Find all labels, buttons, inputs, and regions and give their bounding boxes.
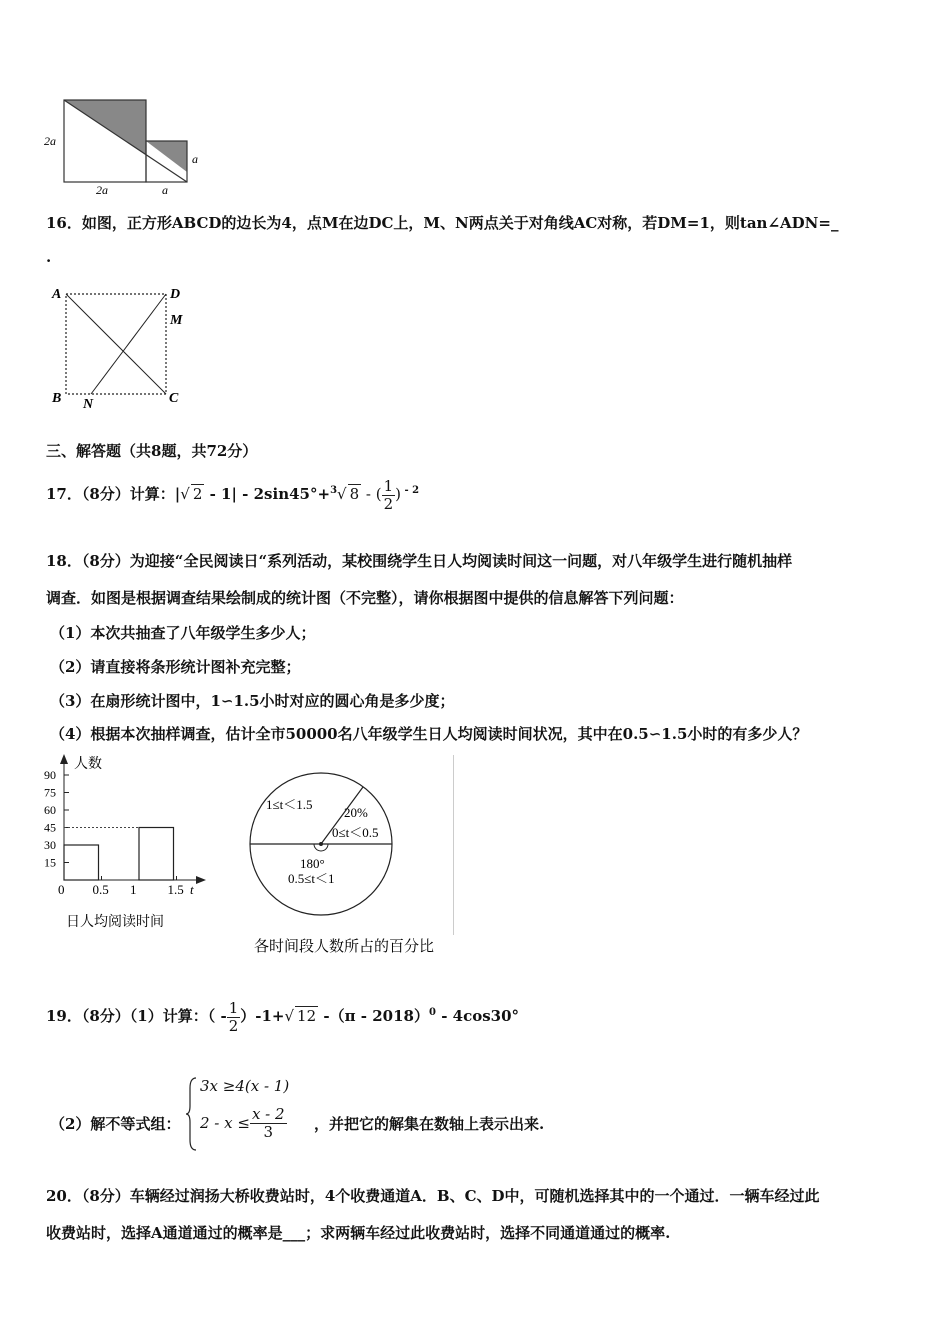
bar-ytick-label-45: 45 (44, 820, 56, 835)
label-b: B (52, 391, 62, 406)
q19-part1: 19．（8分）（1）计算：（ - $\frac{1}{2}$ ）-1+√ 12 -（π - 2018）$^0$ - 4cos30° (46, 999, 520, 1035)
q19-ineq1: 3x ≥4(x - 1) (200, 1077, 290, 1095)
q16-text: 16．如图，正方形ABCD的边长为4，点M在边DC上，M、N两点关于对角线AC对称，若DM=1，则tan∠ADN=_ (46, 214, 839, 232)
q19-frac-num: 1 (228, 999, 239, 1017)
q20-line1: 20．（8分）车辆经过润扬大桥收费站时，4个收费通道A．B、C、D中，可随机选择其中的一个通过．一辆车经过此 (46, 1187, 820, 1205)
pie-label-deg: 180° (300, 856, 325, 871)
q15-figure (40, 95, 220, 195)
q18-line1: 18．（8分）为迎接“全民阅读日“系列活动，某校围绕学生日人均阅读时间这一问题，对八年级学生进行随机抽样 (46, 552, 793, 570)
segment-dn (91, 294, 166, 394)
q19-ineq2-num: x - 2 (251, 1105, 285, 1123)
q18-item-2: （2）请直接将条形统计图补充完整； (50, 658, 301, 676)
label-a: A (52, 287, 62, 302)
q16-tail: . (46, 248, 52, 266)
bar-y-arrow (60, 754, 68, 764)
bar-origin: 0 (58, 882, 65, 897)
q19-prefix: 19．（8分）（1）计算：（ - (46, 1007, 227, 1025)
bar-title: 日人均阅读时间 (66, 914, 164, 930)
q19-ineq2-den: 3 (263, 1122, 274, 1141)
diagonal-ac (66, 294, 166, 394)
bar-ytick-label-60: 60 (44, 803, 56, 817)
bar-ytick-label-30: 30 (44, 838, 56, 852)
bar-ytick-label-75: 75 (44, 785, 56, 800)
label-bottom-right: a (162, 183, 168, 195)
q17-frac-den: 2 (383, 494, 394, 513)
q19-frac-den: 2 (228, 1016, 239, 1035)
q18-item-4: （4）根据本次抽样调查，估计全市50000名八年级学生日人均阅读时间状况，其中在0.5∽1.5小时的有多少人？ (50, 725, 808, 743)
pie-title: 各时间段人数所占的百分比 (254, 937, 435, 955)
bar-xtick-label-1: 0.5 (92, 882, 109, 897)
pie-label-0-05: 0≤t＜0.5 (332, 825, 379, 840)
q18-item-3: （3）在扇形统计图中，1∽1.5小时对应的圆心角是多少度； (50, 692, 455, 710)
q19-rad: 12 (297, 1007, 317, 1025)
bar-x-arrow (196, 876, 206, 884)
q18-line2: 调查．如图是根据调查结果绘制成的统计图（不完整），请你根据图中提供的信息解答下列问题： (46, 589, 684, 607)
bar-xtick-label-2: 1 (130, 882, 137, 897)
bar-ytick-label-15: 15 (44, 855, 56, 870)
q17-exp: - 2 (401, 485, 420, 496)
q18-item-1: （1）本次共抽查了八年级学生多少人； (50, 624, 316, 642)
q19-part2-prefix: （2）解不等式组： (50, 1115, 181, 1133)
pie-label-05-1: 0.5≤t＜1 (288, 871, 335, 886)
q17-close: ) (395, 485, 402, 503)
label-n: N (83, 397, 94, 412)
q19-exp: ）-1+ (240, 1007, 285, 1025)
section-title: 三、解答题（共8题，共72分） (46, 442, 258, 460)
label-bottom-left: 2a (96, 183, 108, 195)
shaded-triangle-small (146, 141, 187, 172)
bar-1 (139, 828, 174, 881)
q17: 17．（8分）计算：|√ 2 - 1| - 2sin45°+$^3$√ 8 - ( $\frac{1}{2}$ ) $^{- 2}$ (46, 477, 420, 513)
q19-tail: - 4cos30° (435, 1007, 520, 1025)
q20-line2: 收费站时，选择A通道通过的概率是___；求两辆车经过此收费站时，选择不同通道通过的概率. (46, 1224, 671, 1242)
q19-ineq2-lhs: 2 - x ≤ (200, 1114, 250, 1132)
pie-frame-line (453, 755, 454, 935)
q17-minus: - ( (361, 485, 382, 503)
pie-center (319, 842, 323, 846)
label-c: C (169, 391, 179, 406)
bar-xlabel: t (190, 882, 194, 897)
label-right: a (192, 152, 198, 166)
pie-label-1-15: 1≤t＜1.5 (266, 797, 313, 812)
q16-figure (46, 282, 206, 412)
q19-ineq2 (200, 1106, 287, 1140)
q17-prefix: 17．（8分）计算：| (46, 485, 181, 503)
q17-frac (382, 478, 396, 512)
q17-cube-rad: 8 (349, 485, 360, 503)
label-d: D (170, 287, 181, 302)
q17-frac-num: 1 (383, 477, 394, 495)
pie-chart (240, 755, 465, 970)
pie-label-pct: 20% (344, 805, 368, 820)
q19-ineq2-frac (250, 1106, 287, 1140)
label-left: 2a (44, 134, 56, 148)
q19-rest: -（π - 2018） (318, 1007, 429, 1025)
q19-part2-suffix: ，并把它的解集在数轴上表示出来. (314, 1115, 545, 1133)
q19-brace (186, 1076, 200, 1152)
bar-chart (40, 750, 210, 940)
bar-xtick-label-3: 1.5 (167, 882, 184, 897)
q17-cube-index: 3 (330, 485, 338, 496)
bar-ylabel: 人数 (74, 756, 102, 772)
q17-rad: 2 (192, 485, 203, 503)
bar-0 (64, 845, 99, 880)
q19-zero: 0 (429, 1007, 436, 1018)
q17-mid: - 1| - 2sin45°+ (204, 485, 331, 503)
label-m: M (170, 313, 183, 328)
bar-ytick-label-90: 90 (44, 768, 56, 782)
q19-frac (227, 1000, 241, 1034)
